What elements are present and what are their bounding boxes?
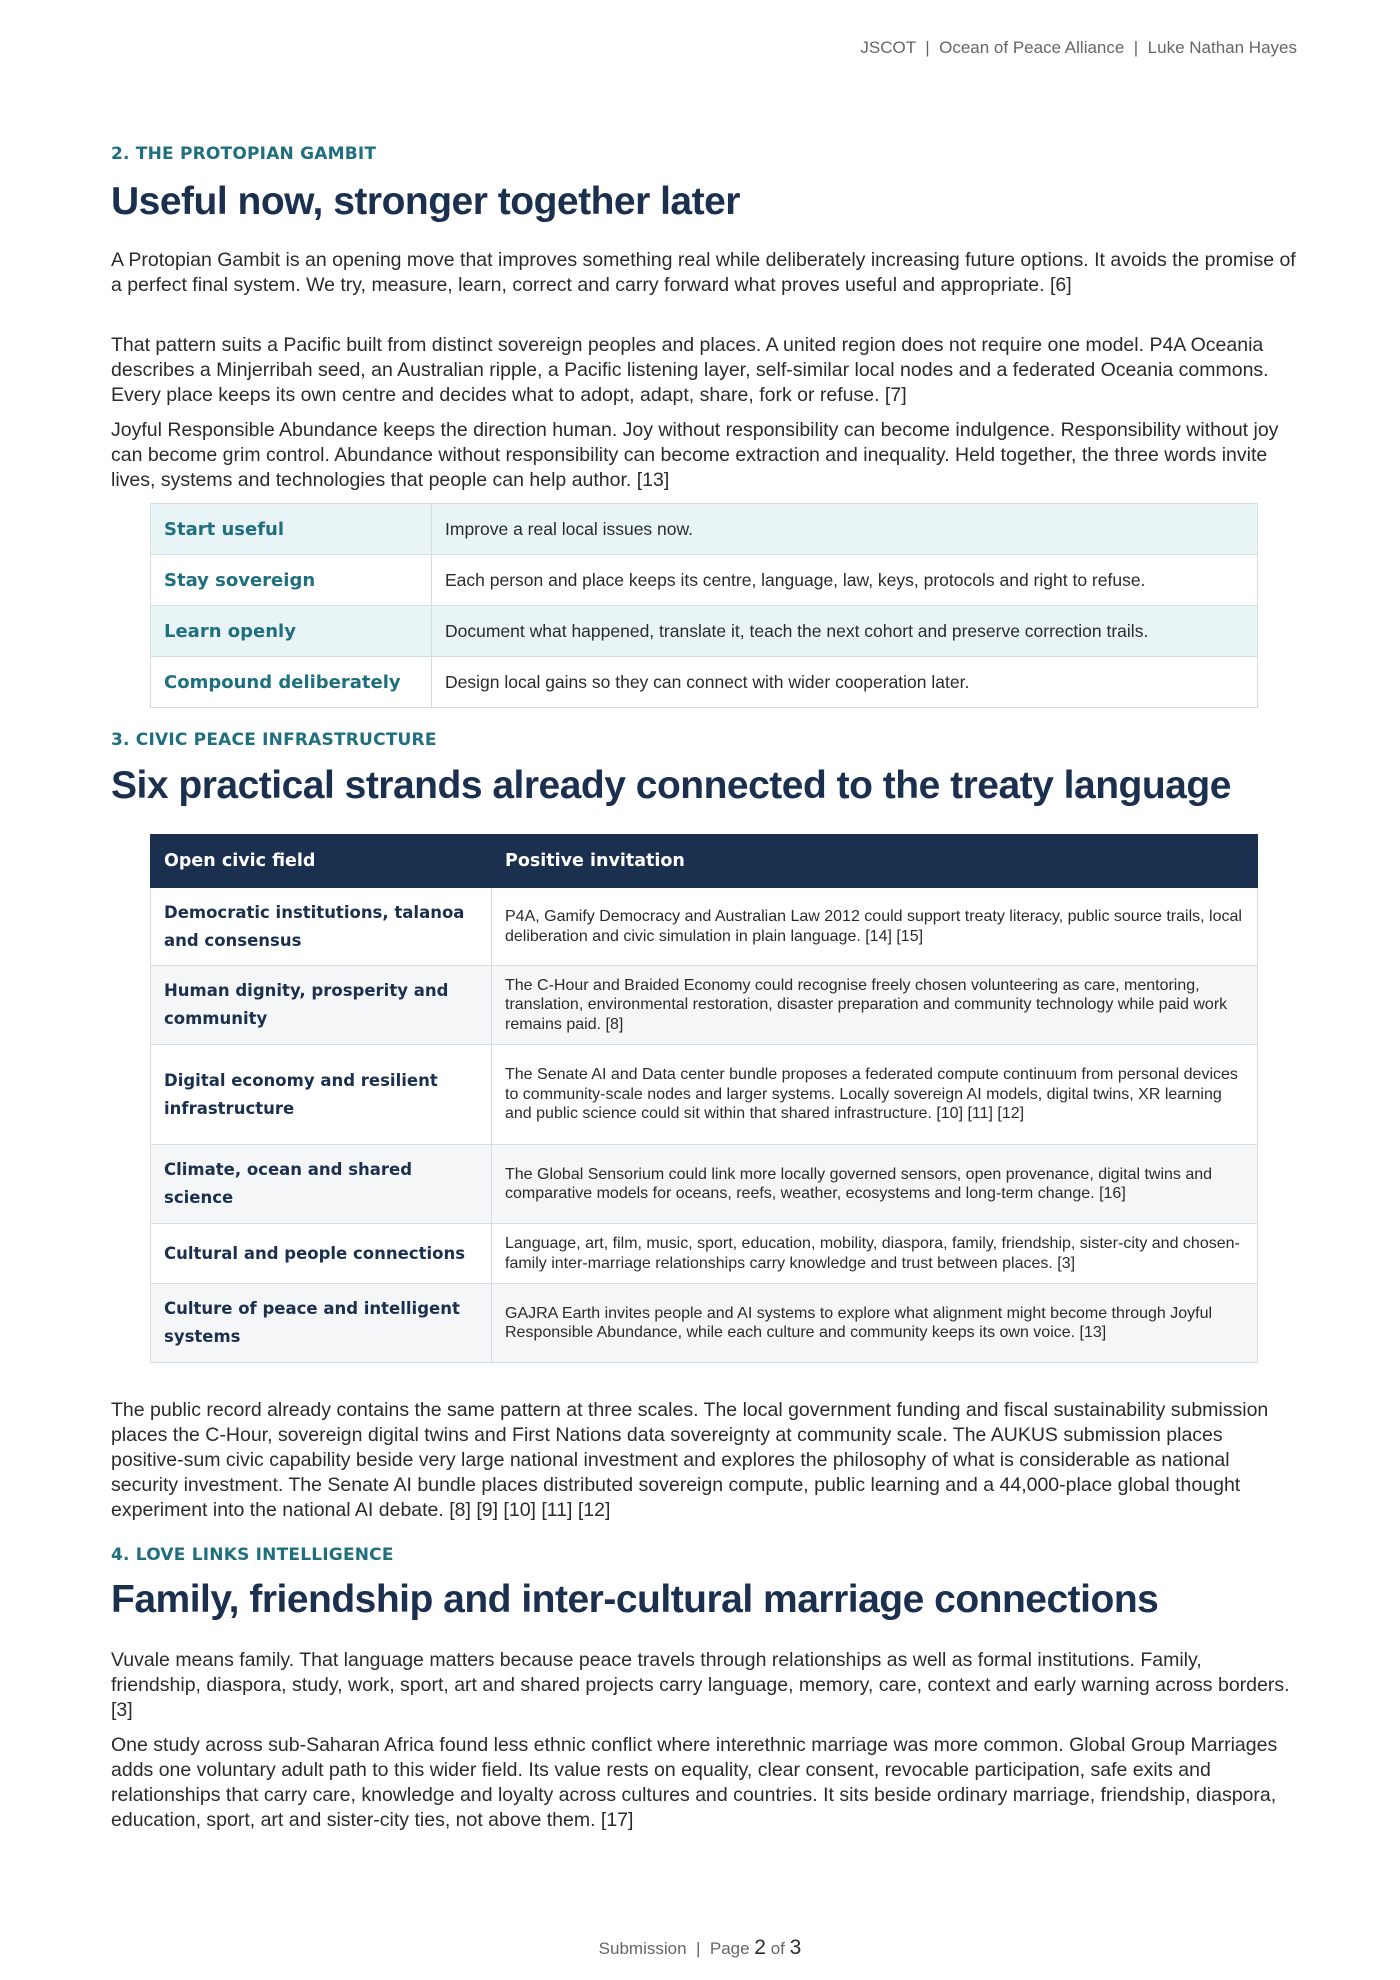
paragraph: A Protopian Gambit is an opening move that improves something real while deliberately increasing future options. It avoids the promise of a perfect final system. We try, measure, learn, correct and carry forward what proves useful and appropriate. [6] xyxy=(111,249,1296,296)
footer-page-word: Page xyxy=(709,1939,750,1958)
column-header: Open civic field xyxy=(151,835,492,888)
header-separator: | xyxy=(1133,38,1139,57)
section-3-body xyxy=(111,1398,1297,1523)
civic-field: Human dignity, prosperity and community xyxy=(151,966,492,1045)
civic-invitation: Language, art, film, music, sport, education, mobility, diaspora, family, friendship, sister-city and chosen-family inter-marriage relationships carry knowledge and trust between places. [3] xyxy=(492,1224,1258,1284)
table-row xyxy=(151,966,1258,1045)
section-4-body xyxy=(111,1733,1297,1833)
gambit-value: Document what happened, translate it, teach the next cohort and preserve correction trails. xyxy=(432,606,1258,657)
header-org2: Ocean of Peace Alliance xyxy=(939,38,1125,57)
column-header: Positive invitation xyxy=(492,835,1258,888)
gambit-value: Each person and place keeps its centre, language, law, keys, protocols and right to refuse. xyxy=(432,555,1258,606)
table-row xyxy=(151,1145,1258,1224)
section-title: Six practical strands already connected to the treaty language xyxy=(111,764,1231,807)
paragraph: Joyful Responsible Abundance keeps the direction human. Joy without responsibility can become indulgence. Responsibility without joy can become grim control. Abundance without responsibility can become extraction and inequality. Held together, the three words invite lives, systems and technologies that people can help author. [13] xyxy=(111,419,1279,491)
section-2-label-wrap xyxy=(111,144,1297,164)
paragraph: The public record already contains the same pattern at three scales. The local government funding and fiscal sustainability submission places the C-Hour, sovereign digital twins and First Nations data sovereignty at community scale. The AUKUS submission places positive-sum civic capability beside very large national investment and explores the philosophy of what is considerable as national security investment. The Senate AI bundle places distributed sovereign compute, public learning and a 44,000-place global thought experiment into the national AI debate. [8] [9] [10] [11] [12] xyxy=(111,1399,1269,1521)
section-title: Family, friendship and inter-cultural marriage connections xyxy=(111,1578,1159,1621)
gambit-value: Improve a real local issues now. xyxy=(432,504,1258,555)
section-2-title-wrap xyxy=(111,180,1297,224)
section-4-body xyxy=(111,1648,1297,1723)
paragraph: That pattern suits a Pacific built from distinct sovereign peoples and places. A united region does not require one model. P4A Oceania describes a Minjerribah seed, an Australian ripple, a Pacific listening layer, self-similar local nodes and a federated Oceania commons. Every place keeps its own centre and decides what to adopt, adapt, share, fork or refuse. [7] xyxy=(111,334,1269,406)
paragraph: One study across sub-Saharan Africa found less ethnic conflict where interethnic marriage was more common. Global Group Marriages adds one voluntary adult path to this wider field. Its value rests on equality, clear consent, revocable participation, safe exits and relationships that carry care, knowledge and loyalty across cultures and countries. It sits beside ordinary marriage, friendship, diaspora, education, sport, art and sister-city ties, not above them. [17] xyxy=(111,1734,1278,1831)
civic-invitation: The Senate AI and Data center bundle proposes a federated compute continuum from personal devices to community-scale nodes and larger systems. Locally sovereign AI models, digital twins, XR learning and public science could sit within that shared infrastructure. [10] [11] [12] xyxy=(492,1045,1258,1145)
table-header-row xyxy=(151,835,1258,888)
civic-invitation: GAJRA Earth invites people and AI systems to explore what alignment might become through Joyful Responsible Abundance, while each culture and community keeps its own voice. [13] xyxy=(492,1284,1258,1363)
section-3-label-wrap xyxy=(111,730,1297,750)
section-label: 3. CIVIC PEACE INFRASTRUCTURE xyxy=(111,730,437,750)
civic-field: Cultural and people connections xyxy=(151,1224,492,1284)
gambit-table xyxy=(150,503,1258,708)
civic-invitation: The C-Hour and Braided Economy could recognise freely chosen volunteering as care, mentoring, translation, environmental restoration, disaster preparation and community technology while paid work remains paid. [8] xyxy=(492,966,1258,1045)
table-row xyxy=(151,555,1258,606)
civic-invitation: The Global Sensorium could link more locally governed sensors, open provenance, digital twins and comparative models for oceans, reefs, weather, ecosystems and long-term change. [16] xyxy=(492,1145,1258,1224)
civic-invitation: P4A, Gamify Democracy and Australian Law 2012 could support treaty literacy, public source trails, local deliberation and civic simulation in plain language. [14] [15] xyxy=(492,888,1258,966)
footer-doc-type: Submission xyxy=(598,1939,687,1958)
civic-field: Democratic institutions, talanoa and consensus xyxy=(151,888,492,966)
section-label: 4. LOVE LINKS INTELLIGENCE xyxy=(111,1545,394,1565)
section-2-body xyxy=(111,418,1297,493)
footer-page-current: 2 xyxy=(754,1936,766,1959)
gambit-key: Stay sovereign xyxy=(151,555,432,606)
section-4-label-wrap xyxy=(111,1545,1297,1565)
table-row xyxy=(151,888,1258,966)
table-row xyxy=(151,1045,1258,1145)
table-row xyxy=(151,606,1258,657)
table-row xyxy=(151,504,1258,555)
header-org1: JSCOT xyxy=(860,38,916,57)
header-separator: | xyxy=(925,38,930,57)
table-row xyxy=(151,1224,1258,1284)
section-title: Useful now, stronger together later xyxy=(111,180,740,223)
gambit-key: Start useful xyxy=(151,504,432,555)
paragraph: Vuvale means family. That language matters because peace travels through relationships as well as formal institutions. Family, friendship, diaspora, study, work, sport, art and shared projects carry language, memory, care, context and early warning across borders. [3] xyxy=(111,1649,1290,1721)
gambit-value: Design local gains so they can connect with wider cooperation later. xyxy=(432,657,1258,708)
civic-table xyxy=(150,834,1258,1363)
table-row xyxy=(151,1284,1258,1363)
page-footer: Submission | Page 2 of 3 xyxy=(598,1936,802,1959)
section-label: 2. THE PROTOPIAN GAMBIT xyxy=(111,144,377,164)
civic-field: Culture of peace and intelligent systems xyxy=(151,1284,492,1363)
header-author: Luke Nathan Hayes xyxy=(1147,38,1297,57)
section-2-body xyxy=(111,333,1297,408)
civic-field: Climate, ocean and shared science xyxy=(151,1145,492,1224)
section-4-title-wrap xyxy=(111,1578,1297,1622)
footer-of-word: of xyxy=(770,1939,785,1958)
section-3-title-wrap xyxy=(111,764,1297,808)
civic-field: Digital economy and resilient infrastructure xyxy=(151,1045,492,1145)
running-header xyxy=(860,38,1297,58)
section-2-body xyxy=(111,248,1297,298)
gambit-key: Learn openly xyxy=(151,606,432,657)
footer-page-total: 3 xyxy=(789,1936,802,1959)
gambit-key: Compound deliberately xyxy=(151,657,432,708)
table-row xyxy=(151,657,1258,708)
